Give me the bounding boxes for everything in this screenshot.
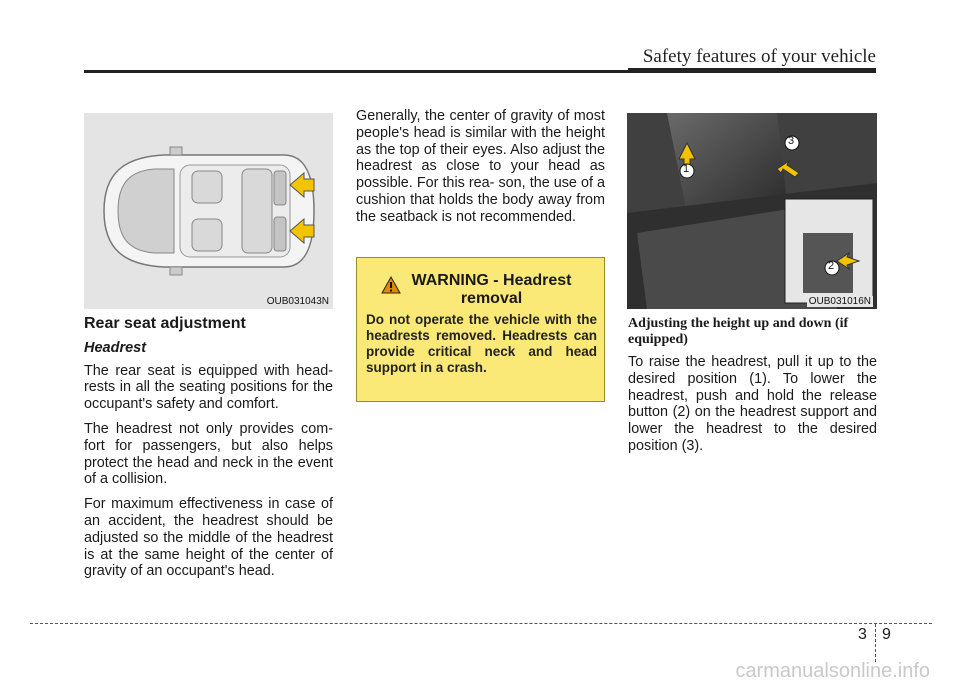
figure-code: OUB031016N xyxy=(808,296,871,307)
warning-title-line2: removal xyxy=(460,290,523,307)
footer-divider xyxy=(875,624,876,662)
warning-title xyxy=(357,272,604,308)
callout-2: 2 xyxy=(828,260,835,272)
footer-rule xyxy=(30,623,932,624)
section-heading: Rear seat adjustment xyxy=(84,315,246,332)
page-number: 9 xyxy=(882,626,891,643)
callout-1: 1 xyxy=(683,163,690,175)
paragraph: Generally, the center of gravity of most people's head is similar with the height as the top of their eyes. Also adjust the headrest as close to your head as possible. For this rea- son, the use of a cushion that holds the body away from the seatback is not recommended. xyxy=(356,108,605,225)
paragraph: The rear seat is equipped with head- rests in all the seating positions for the occupant's safety and comfort. xyxy=(84,362,333,413)
paragraph: To raise the headrest, pull it up to the desired position (1). To lower the headrest, push and hold the release button (2) on the headrest support and lower the headrest to the desired position (3). xyxy=(628,354,877,454)
column-left xyxy=(84,316,333,588)
headrest-figure xyxy=(627,113,877,309)
warning-box xyxy=(356,257,605,402)
paragraph: For maximum effectiveness in case of an accident, the headrest should be adjusted so the middle of the headrest is at the same height of the center of gravity of an occupant's head. xyxy=(84,496,333,580)
header-rule-accent xyxy=(628,68,876,73)
column-right xyxy=(628,316,877,463)
subheading: Headrest xyxy=(84,339,147,356)
warning-body: Do not operate the vehicle with the headrests removed. Headrests can provide critical neck and head support in a crash. xyxy=(366,312,597,375)
figure-code: OUB031043N xyxy=(266,296,329,307)
chapter-number: 3 xyxy=(858,626,867,643)
warning-title-line1: WARNING - Headrest xyxy=(411,272,572,289)
headrest-photo-illustration xyxy=(627,113,877,309)
car-top-view-illustration xyxy=(84,113,333,309)
paragraph: The headrest not only provides com- fort for passengers, but also helps protect the head and neck in the event of a collision. xyxy=(84,420,333,488)
callout-3: 3 xyxy=(788,135,795,147)
watermark: carmanualsonline.info xyxy=(735,660,930,682)
section-heading: Adjusting the height up and down (if equipped) xyxy=(628,316,849,347)
car-seating-figure xyxy=(84,113,333,309)
column-middle xyxy=(356,108,605,234)
page-header-title: Safety features of your vehicle xyxy=(642,46,876,67)
